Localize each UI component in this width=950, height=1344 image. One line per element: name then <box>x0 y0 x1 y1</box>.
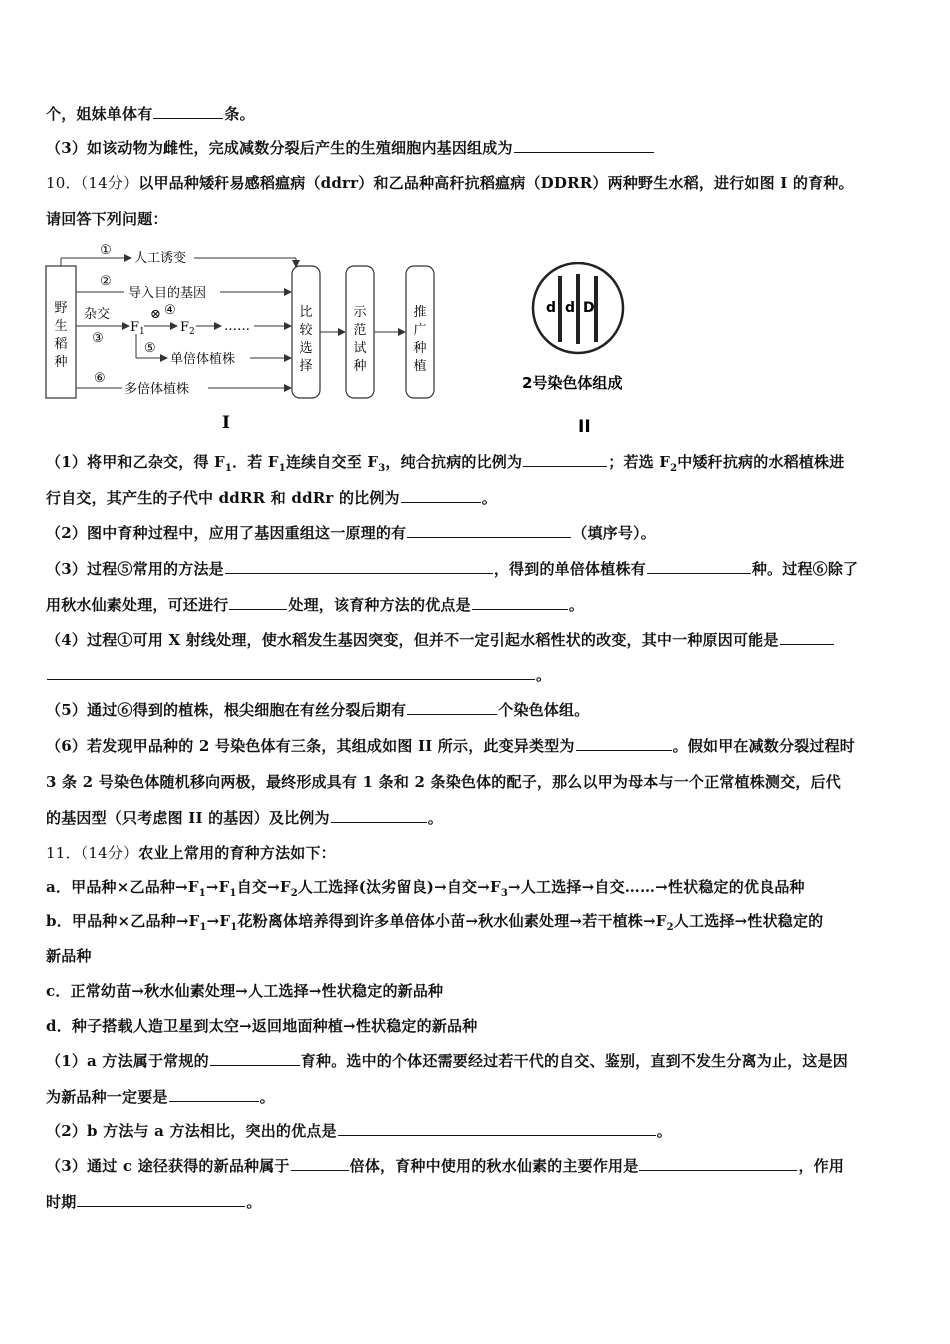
blank[interactable] <box>338 1121 656 1136</box>
gene-D: D <box>583 300 595 316</box>
svg-text:择: 择 <box>299 359 313 374</box>
q11-part-2: （2）b 方法与 a 方法相比，突出的优点是 。 <box>46 1122 672 1140</box>
wild-rice-char-4: 种 <box>54 355 68 370</box>
method-b: b．甲品种×乙品种$\to F_1\to F_1$花粉离体培养得到许多单倍体小苗→秋水仙素处理→若干植株$\to F_2$人工选择→性状稳定的 <box>46 912 824 933</box>
step-2-marker: ② <box>100 274 112 289</box>
step-6-label: 多倍体植株 <box>124 382 190 397</box>
q11-part-3: （3）通过 c 途径获得的新品种属于 倍体，育种中使用的秋水仙素的主要作用是 ，作用 <box>46 1157 845 1175</box>
text-line-1: 个，姐妹单体有 条。 <box>46 105 255 123</box>
svg-text:比: 比 <box>299 305 313 320</box>
blank[interactable] <box>331 808 427 823</box>
svg-text:植: 植 <box>413 359 427 374</box>
gene-d-1: d <box>546 300 557 316</box>
blank[interactable] <box>47 665 535 680</box>
step-1-label: 人工诱变 <box>134 251 187 266</box>
svg-text:种: 种 <box>353 359 367 374</box>
chromosome-label: 2号染色体组成 <box>522 374 623 392</box>
blank[interactable] <box>639 1156 797 1171</box>
chromosome-diagram-II <box>510 262 670 446</box>
blank[interactable] <box>153 104 223 119</box>
svg-text:选: 选 <box>299 341 313 356</box>
text-line-2: （3）如该动物为雌性，完成减数分裂后产生的生殖细胞内基因组成为 <box>46 137 655 158</box>
diagram-II-caption: II <box>578 417 591 437</box>
svg-text:推: 推 <box>413 305 427 320</box>
q10-part-5: （5）通过⑥得到的植株，根尖细胞在有丝分裂后期有 个染色体组。 <box>46 701 590 719</box>
svg-text:较: 较 <box>299 323 313 338</box>
blank[interactable] <box>407 523 571 538</box>
q10-part-1-cont: 行自交，其产生的子代中 ddRR 和 ddRr 的比例为 。 <box>46 489 497 507</box>
q10-part-4: （4）过程①可用 X 射线处理，使水稻发生基因突变，但并不一定引起水稻性状的改变，其中一种原因可能是 <box>46 629 835 650</box>
f2-label: $F_2$ <box>180 320 195 337</box>
blank[interactable] <box>523 452 607 467</box>
method-d: d．种子搭载人造卫星到太空→返回地面种植→性状稳定的新品种 <box>46 1017 478 1035</box>
q11-part-1-cont: 为新品种一定要是 。 <box>46 1088 275 1106</box>
step-4-marker: ④ <box>164 303 176 318</box>
q10-part-1: （1）将甲和乙杂交，得 $F_1$．若 $F_1$连续自交至 $F_3$，纯合抗病的比例为 ；若选 $F_2$中矮秆抗病的水稻植株进 <box>46 453 845 474</box>
question-10-header: 10．（14分）以甲品种矮秆易感稻瘟病（ddrr）和乙品种高秆抗稻瘟病（DDRR）两种野生水稻，进行如图 I 的育种。 <box>46 174 854 192</box>
svg-text:试: 试 <box>353 341 367 356</box>
svg-text:示: 示 <box>353 305 367 320</box>
breeding-diagram-I <box>44 238 444 442</box>
blank[interactable] <box>514 138 654 153</box>
blank[interactable] <box>647 559 751 574</box>
gene-d-2: d <box>565 300 576 316</box>
wild-rice-char-1: 野 <box>54 301 68 316</box>
f1-label: $F_1$ <box>130 320 145 337</box>
svg-text:种: 种 <box>413 341 427 356</box>
q11-part-1: （1）a 方法属于常规的 育种。选中的个体还需要经过若干代的自交、鉴别，直到不发生分离为止，这是因 <box>46 1052 848 1070</box>
blank[interactable] <box>407 700 497 715</box>
method-a: a．甲品种×乙品种$\to F_1\to F_1$自交$\to F_2$人工选择(汰劣留良)→自交$\to F_3\to$人工选择→自交……→性状稳定的优良品种 <box>46 878 805 899</box>
method-c: c．正常幼苗→秋水仙素处理→人工选择→性状稳定的新品种 <box>46 982 444 1000</box>
q10-part-6: （6）若发现甲品种的 2 号染色体有三条，其组成如图 II 所示，此变异类型为 。假如甲在减数分裂过程时 <box>46 737 856 755</box>
blank[interactable] <box>225 559 493 574</box>
ellipsis: …… <box>224 319 250 334</box>
blank[interactable] <box>169 1087 259 1102</box>
blank[interactable] <box>229 595 287 610</box>
step-5-label: 单倍体植株 <box>170 352 236 367</box>
q10-part-3: （3）过程⑤常用的方法是 ，得到的单倍体植株有 种。过程⑥除了 <box>46 560 859 578</box>
diagram-I-caption: I <box>222 413 230 433</box>
svg-text:范: 范 <box>353 323 367 338</box>
method-b-cont: 新品种 <box>46 947 92 965</box>
hybrid-label: 杂交 <box>84 307 111 322</box>
q10-part-3-cont: 用秋水仙素处理，可还进行 处理，该育种方法的优点是 。 <box>46 596 585 614</box>
blank[interactable] <box>780 630 834 645</box>
q10-part-6-cont2: 的基因型（只考虑图 II 的基因）及比例为 。 <box>46 809 443 827</box>
step-5-marker: ⑤ <box>144 341 156 356</box>
step-3-marker: ③ <box>92 331 104 346</box>
blank[interactable] <box>210 1051 300 1066</box>
q10-part-4-cont: 。 <box>46 664 551 685</box>
wild-rice-char-2: 生 <box>54 319 68 334</box>
blank[interactable] <box>77 1192 245 1207</box>
blank[interactable] <box>401 488 481 503</box>
step-6-marker: ⑥ <box>94 371 106 386</box>
step-2-label: 导入目的基因 <box>128 286 207 301</box>
blank[interactable] <box>472 595 568 610</box>
q11-part-3-cont: 时期 。 <box>46 1193 262 1211</box>
blank[interactable] <box>576 736 672 751</box>
wild-rice-char-3: 稻 <box>54 337 68 352</box>
self-cross-symbol: ⊗ <box>150 307 161 322</box>
question-11-header: 11．（14分）农业上常用的育种方法如下： <box>46 844 336 862</box>
blank[interactable] <box>291 1156 349 1171</box>
svg-text:广: 广 <box>413 323 427 338</box>
q10-part-2: （2）图中育种过程中，应用了基因重组这一原理的有 （填序号）。 <box>46 524 656 542</box>
q10-part-6-cont: 3 条 2 号染色体随机移向两极，最终形成具有 1 条和 2 条染色体的配子，那么以甲为母本与一个正常植株测交，后代 <box>46 773 841 791</box>
question-10-prompt: 请回答下列问题： <box>46 210 168 228</box>
step-1-marker: ① <box>100 243 112 258</box>
